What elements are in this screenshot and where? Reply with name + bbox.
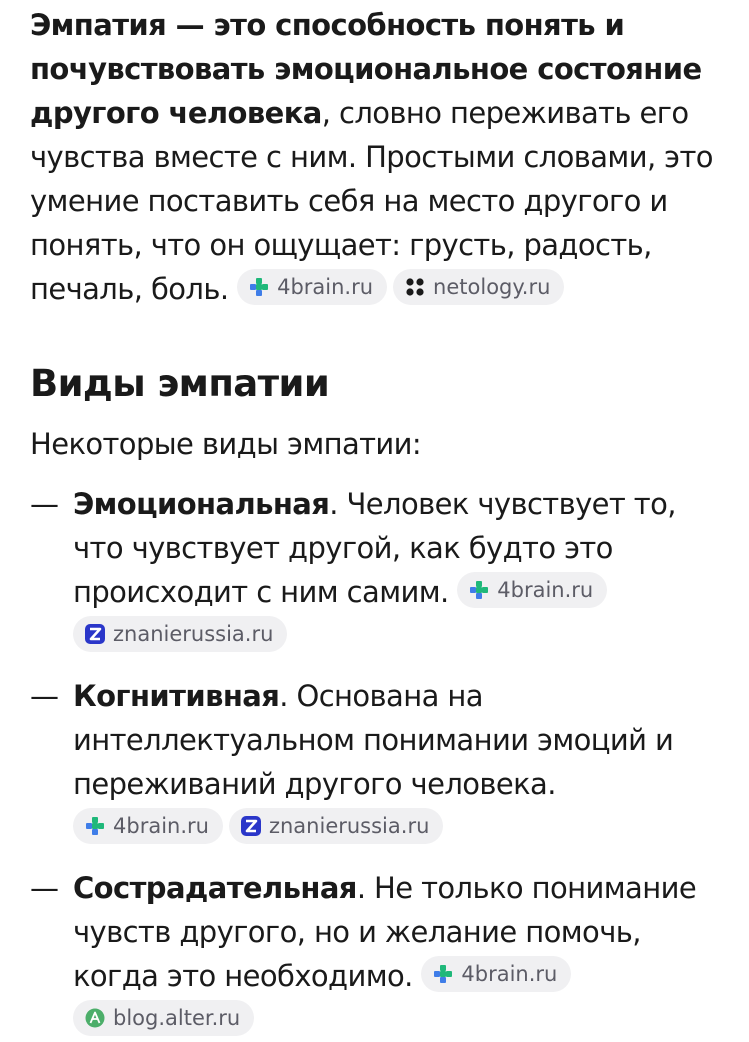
list-dash: — xyxy=(30,871,59,905)
brain-grid-icon xyxy=(249,277,269,297)
source-chip-4brain[interactable] xyxy=(457,572,607,608)
intro-paragraph xyxy=(30,3,730,311)
item-term: Когнитивная xyxy=(73,679,280,713)
brain-grid-icon xyxy=(433,964,453,984)
intro-text: , словно переживать его чувства вместе с ним. Простыми словами, это умение поставить себя на место другого и понять, что он ощущает: грусть, радость, печаль, боль. xyxy=(30,96,713,306)
source-chip-4brain[interactable] xyxy=(421,956,571,992)
item-term: Сострадательная xyxy=(73,871,357,905)
source-label: netology.ru xyxy=(433,275,551,299)
source-label: znanierussia.ru xyxy=(268,814,430,838)
source-label: blog.alter.ru xyxy=(113,1006,241,1030)
alter-logo-icon xyxy=(85,1008,105,1028)
z-logo-icon xyxy=(85,624,105,644)
four-dots-icon xyxy=(405,277,425,297)
item-description: . Человек чувствует то, что чувствует другой, как будто это происходит с ним самим. xyxy=(73,487,676,609)
list-item xyxy=(30,674,730,850)
item-description: . Основана на интеллектуальном понимании эмоций и переживаний другого человека. xyxy=(73,679,674,801)
source-chip-4brain[interactable] xyxy=(73,808,223,844)
source-label: 4brain.ru xyxy=(113,814,209,838)
source-label: 4brain.ru xyxy=(461,962,558,986)
intro-definition: Эмпатия — это способность понять и почувствовать эмоциональное состояние другого человека xyxy=(30,8,702,130)
source-label: 4brain.ru xyxy=(497,578,594,602)
source-chip-znanierussia[interactable] xyxy=(73,616,287,652)
z-logo-icon xyxy=(241,816,261,836)
list-dash: — xyxy=(30,487,59,521)
source-label: 4brain.ru xyxy=(277,275,374,299)
brain-grid-icon xyxy=(85,816,105,836)
source-chip-4brain[interactable] xyxy=(237,269,387,305)
source-row xyxy=(73,806,730,850)
section-subtitle: Некоторые виды эмпатии: xyxy=(30,427,422,461)
source-chip-netology[interactable] xyxy=(393,269,564,305)
section-title: Виды эмпатии xyxy=(30,362,330,405)
list-item xyxy=(30,482,730,658)
source-chip-blog-alter[interactable] xyxy=(73,1000,254,1036)
item-term: Эмоциональная xyxy=(73,487,330,521)
list-dash: — xyxy=(30,679,59,713)
source-chip-znanierussia[interactable] xyxy=(229,808,443,844)
item-description: . Не только понимание чувств другого, но и желание помочь, когда это необходимо. xyxy=(73,871,697,993)
brain-grid-icon xyxy=(469,580,489,600)
list-item xyxy=(30,866,730,1042)
source-label: znanierussia.ru xyxy=(113,622,274,646)
